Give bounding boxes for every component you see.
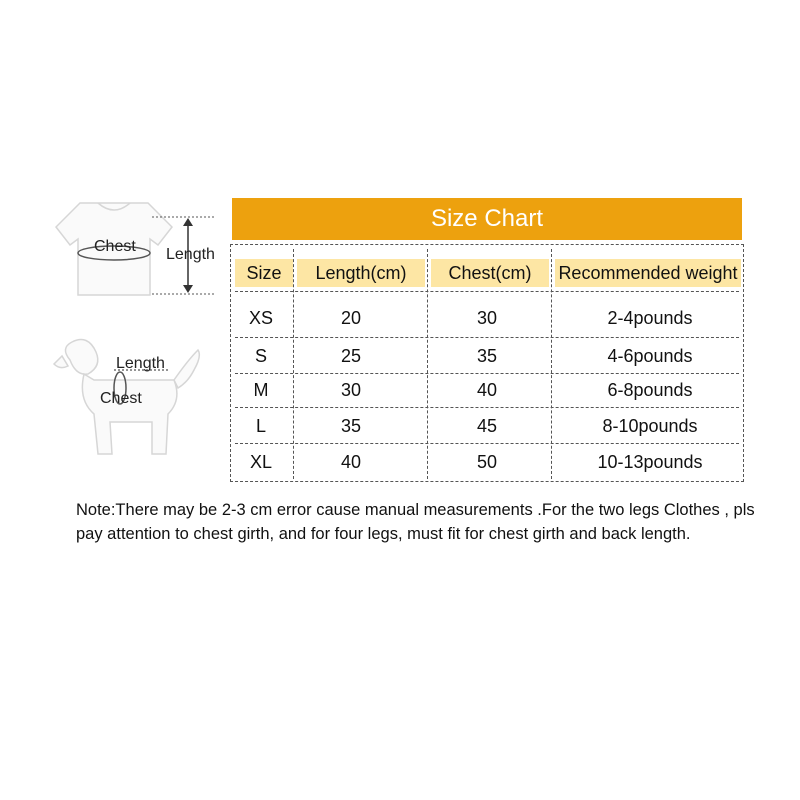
dog-length-label: Length xyxy=(116,355,165,372)
cell-weight: 4-6pounds xyxy=(607,345,693,366)
header-chest: Chest(cm) xyxy=(431,259,549,287)
cell-chest: 50 xyxy=(476,451,498,472)
row-divider xyxy=(235,337,739,338)
cell-weight: 8-10pounds xyxy=(602,415,698,436)
row-divider xyxy=(235,443,739,444)
cell-chest: 40 xyxy=(476,379,498,400)
table-row xyxy=(231,377,743,403)
cell-size: L xyxy=(255,415,266,436)
row-divider xyxy=(235,373,739,374)
cell-weight: 6-8pounds xyxy=(607,379,693,400)
cell-size: XS xyxy=(248,307,273,328)
cell-length: 40 xyxy=(340,451,362,472)
cell-size: S xyxy=(254,345,267,366)
cell-weight: 10-13pounds xyxy=(597,451,703,472)
cell-length: 20 xyxy=(340,307,362,328)
measurement-note: Note:There may be 2-3 cm error cause manual measurements .For the two legs Clothes , pls pay attention to chest girth, and for four legs, must fit for chest girth and back length. xyxy=(76,501,755,543)
cell-length: 35 xyxy=(340,415,362,436)
header-recommended-weight: Recommended weight xyxy=(555,259,741,287)
cell-chest: 35 xyxy=(476,345,498,366)
cell-length: 25 xyxy=(340,345,362,366)
header-length: Length(cm) xyxy=(297,259,425,287)
table-row xyxy=(231,343,743,369)
cell-chest: 30 xyxy=(476,307,498,328)
cell-chest: 45 xyxy=(476,415,498,436)
cell-length: 30 xyxy=(340,379,362,400)
table-row xyxy=(231,305,743,331)
cell-size: M xyxy=(253,379,269,400)
cell-size: XL xyxy=(249,451,273,472)
shirt-length-label: Length xyxy=(166,246,215,263)
size-table xyxy=(230,244,744,482)
row-divider xyxy=(235,291,739,292)
table-row xyxy=(231,413,743,439)
table-row xyxy=(231,449,743,475)
shirt-chest-label: Chest xyxy=(94,238,136,255)
header-size: Size xyxy=(235,259,293,287)
size-chart-title: Size Chart xyxy=(232,198,742,240)
cell-weight: 2-4pounds xyxy=(607,307,693,328)
row-divider xyxy=(235,407,739,408)
dog-chest-label: Chest xyxy=(100,390,142,407)
